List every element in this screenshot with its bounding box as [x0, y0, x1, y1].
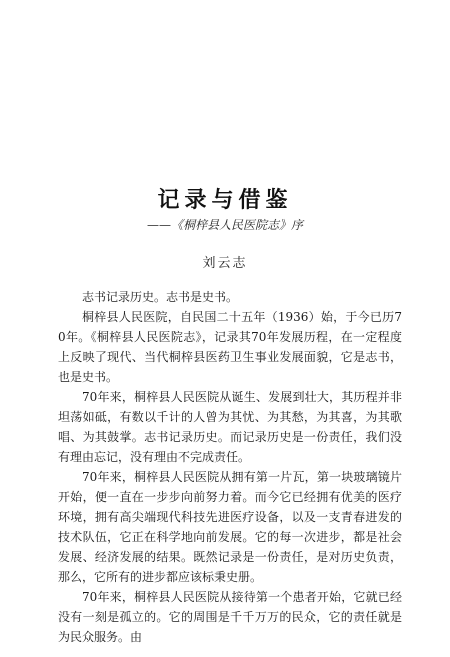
author-name: 刘云志: [202, 256, 248, 271]
paragraph: 志书记录历史。志书是史书。: [82, 290, 239, 304]
paragraph: 70年来，桐梓县人民医院从接待第一个患者开始，它就已经没有一刻是孤立的。它的周围是千千万万的民众，它的责任就是为民众服务。由: [58, 590, 402, 644]
page-subtitle: ——《桐梓县人民医院志》序: [146, 218, 303, 232]
paragraph: 70年来，桐梓县人民医院从诞生、发展到壮大，其历程并非坦荡如砥，有数以千计的人曾为其忧、为其愁，为其喜，为其歌唱、为其鼓掌。志书记录历史。而记录历史是一份责任，我们没有理由忘记，没有理由不完成责任。: [58, 390, 402, 464]
paragraph: 桐梓县人民医院，自民国二十五年（1936）始，于今已历70年。《桐梓县人民医院志》，记录其70年发展历程，在一定程度上反映了现代、当代桐梓县医药卫生事业发展面貌，它是志书，也是史书。: [58, 310, 402, 384]
page-title: 记录与借鉴: [157, 188, 293, 213]
paragraph: 70年来，桐梓县人民医院从拥有第一片瓦，第一块玻璃镜片开始，便一直在一步步向前努力着。而今它已经拥有优美的医疗环境，拥有高尖端现代科技先进医疗设备，以及一支青春进发的技术队伍，它正在科学地向前发展。它的每一次进步，都是社会发展、经济发展的结果。既然记录是一份责任，是对历史负责，那么，它所有的进步都应该标秉史册。: [58, 470, 402, 584]
body-text: [58, 287, 402, 647]
